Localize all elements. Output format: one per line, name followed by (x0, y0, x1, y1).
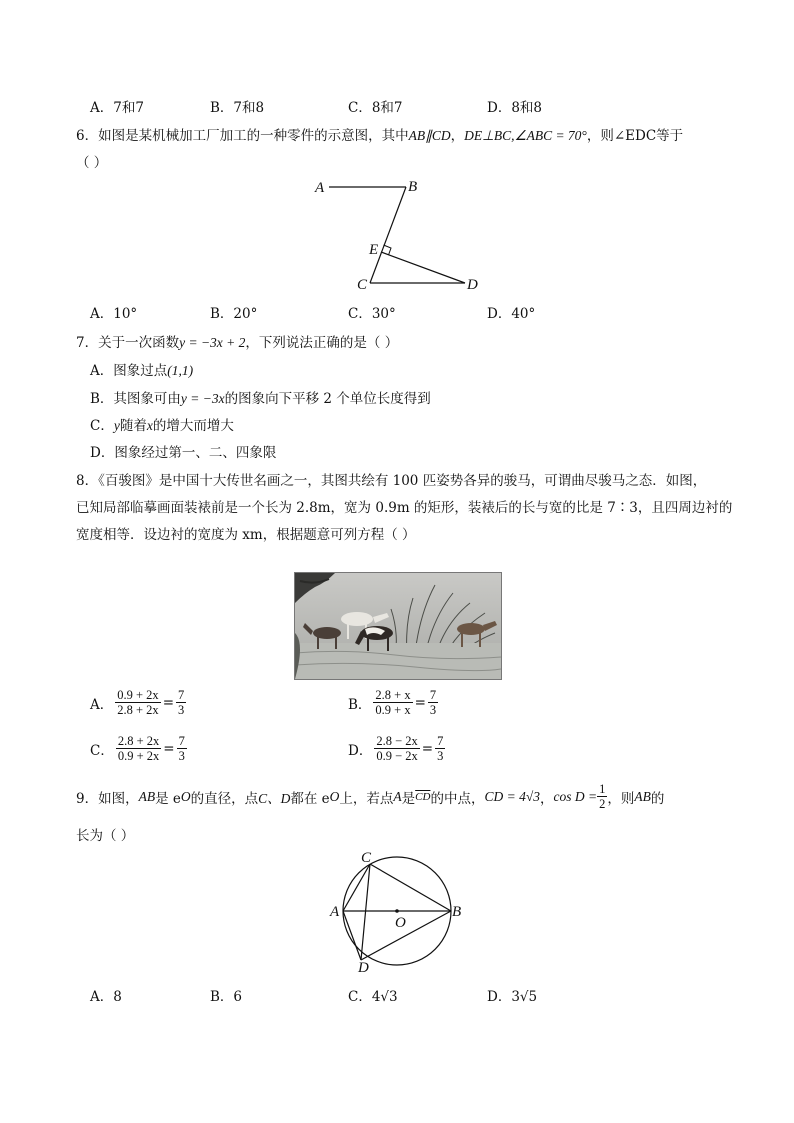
label-e: E (369, 242, 379, 258)
label-o: O (395, 915, 406, 931)
q9-option-c: C．4√3 (348, 989, 398, 1005)
q9-options (90, 985, 650, 1003)
q6-stem-tail: ，则∠EDC等于 (586, 128, 684, 144)
q6-options (90, 302, 650, 320)
rhs-numerator: 7 (178, 688, 185, 702)
q7-option-a-text: A．图象过点 (90, 363, 168, 379)
q8-option-d-lhs (374, 734, 419, 763)
segment-bc (370, 187, 406, 283)
q9-arc-cd: $\overline{CD}$ (415, 790, 431, 803)
q7-stem-text: 7．关于一次函数 (76, 335, 180, 351)
label-c: C (361, 850, 372, 866)
segment-ed (381, 252, 465, 283)
q7-option-c-tail: 的增大而增大 (152, 418, 234, 434)
q9-text-3: 的直径，点 (190, 790, 259, 807)
q8-option-c: C． $\frac{2.8 + 2x}{0.9 + 2x}$ = $\frac{7}{3}$ (90, 734, 185, 763)
q7-option-b-func: y = −3x (180, 391, 225, 406)
q8-option-d-rhs (435, 734, 445, 763)
q5-options (90, 96, 650, 114)
q8-option-a-label: A． (90, 696, 114, 713)
q5-option-d: D．8和8 (487, 100, 543, 116)
q6-option-d: D．40° (487, 306, 536, 322)
q5-option-b: B．7和8 (210, 100, 265, 116)
q8-option-b-lhs (373, 688, 412, 717)
label-b: B (408, 179, 418, 195)
q9-o-2: O (329, 788, 340, 804)
q9-text-8: ，则 (607, 790, 635, 807)
q7-option-a (90, 359, 193, 379)
q8-option-a: A． $\frac{0.9 + 2x}{2.8 + 2x}$ = $\frac{7}{3}$ (90, 688, 185, 717)
q8-option-b-rhs (428, 688, 438, 717)
q7-option-b-text: B．其图象可由 (90, 391, 181, 407)
chord-cb (370, 864, 451, 911)
lhs-denominator: 2.8 + 2x (117, 703, 159, 717)
q7-option-c-y: y (113, 418, 120, 433)
q8-option-d-label: D． (348, 742, 373, 759)
q9-o-1: O (180, 788, 191, 804)
q9-text-4: 都在 e (290, 790, 330, 807)
q9-cd-equation: CD = 4√3 (484, 788, 540, 804)
q6-perp-condition: DE⊥BC,∠ABC = 70° (464, 128, 587, 143)
q9-text-9: 的 (650, 790, 665, 807)
q7-option-d: D．图象经过第一、二、四象限 (90, 445, 277, 461)
q6-stem-text: 6．如图是某机械加工厂加工的一种零件的示意图，其中 (76, 128, 409, 144)
q9-option-a: A．8 (90, 989, 122, 1005)
q7-option-c-x: x (146, 418, 153, 433)
q9-stem (76, 782, 664, 811)
lhs-denominator: 0.9 − 2x (376, 749, 418, 763)
q7-stem (76, 331, 398, 351)
q8-option-a-lhs (115, 688, 160, 717)
cos-denominator: 2 (599, 797, 606, 811)
q8-line-3: 宽度相等．设边衬的宽度为 xm，根据题意可列方程（ ） (76, 527, 416, 543)
q9-cos-fraction (597, 782, 607, 811)
q6-option-c: C．30° (348, 306, 396, 322)
q5-option-a: A．7和7 (90, 100, 144, 116)
lhs-denominator: 0.9 + x (375, 703, 411, 717)
label-b: B (452, 904, 462, 920)
q9-point-a: A (393, 788, 402, 804)
q7-option-b-tail: 的图象向下平移 2 个单位长度得到 (224, 391, 431, 407)
q7-function: y = −3x + 2 (179, 335, 246, 350)
q9-ab: AB (138, 788, 156, 804)
label-a: A (315, 180, 325, 196)
q9-ab-2: AB (634, 788, 651, 804)
q8-option-c-rhs (177, 734, 187, 763)
label-d: D (467, 277, 478, 293)
q9-text-1: 9．如图， (76, 790, 139, 807)
q8-option-a-rhs (176, 688, 186, 717)
q8-line-2: 已知局部临摹画面装裱前是一个长为 2.8m，宽为 0.9m 的矩形，装裱后的长与宽的比是 7∶3，且四周边衬的 (76, 500, 733, 516)
q9-text-5: 上，若点 (339, 790, 394, 807)
q6-separator: ， (450, 128, 465, 144)
horse-painting-image (294, 572, 502, 680)
q9-option-b: B．6 (210, 989, 243, 1005)
q6-stem (76, 124, 683, 144)
q6-answer-paren: （ ） (76, 155, 108, 171)
lhs-numerator: 2.8 + 2x (117, 734, 160, 748)
q6-figure (305, 172, 495, 296)
chord-db (361, 911, 451, 960)
q7-stem-tail: ，下列说法正确的是（ ） (245, 335, 399, 351)
rhs-denominator: 3 (178, 703, 185, 717)
rhs-denominator: 3 (178, 749, 185, 763)
lhs-numerator: 2.8 + x (375, 688, 411, 702)
q9-text-2: 是 e (155, 790, 181, 807)
lhs-denominator: 0.9 + 2x (117, 749, 160, 763)
q9-figure (325, 848, 465, 974)
q9-text-6: 是 (401, 790, 416, 807)
q9-line-2: 长为（ ） (76, 828, 135, 844)
lhs-numerator: 0.9 + 2x (117, 688, 159, 702)
q9-option-d: D．3√5 (487, 989, 538, 1005)
chord-ad (343, 911, 361, 960)
rhs-numerator: 7 (429, 688, 437, 702)
q7-option-c-label: C． (90, 418, 114, 434)
q6-option-a: A．10° (90, 306, 138, 322)
q7-option-a-point: (1,1) (167, 363, 194, 378)
cos-numerator: 1 (599, 782, 606, 796)
rhs-denominator: 3 (429, 703, 437, 717)
q8-option-d: D． $\frac{2.8 - 2x}{0.9 - 2x}$ = $\frac{7}{3}$ (348, 734, 444, 763)
q7-option-b (90, 387, 431, 407)
q8-line-1: 8．《百骏图》是中国十大传世名画之一，其图共绘有 100 匹姿势各异的骏马，可谓曲尽骏马之态．如图， (76, 473, 707, 489)
label-a: A (330, 904, 340, 920)
rhs-numerator: 7 (178, 734, 185, 748)
label-c: C (357, 277, 368, 293)
q8-option-c-lhs (116, 734, 161, 763)
q7-option-c-text: 随着 (119, 418, 147, 434)
q9-cos-label: cos D = (553, 788, 598, 804)
q9-separator: ， (539, 790, 554, 807)
q6-option-b: B．20° (210, 306, 258, 322)
q6-parallel-condition: AB∥CD (408, 128, 451, 143)
label-d: D (358, 960, 369, 974)
q7-option-c (90, 414, 234, 434)
q8-option-b-label: B． (348, 696, 372, 713)
q5-option-c: C．8和7 (348, 100, 403, 116)
q8-option-b: B． $\frac{2.8 + x}{0.9 + x}$ = $\frac{7}{3}$ (348, 688, 437, 717)
q9-text-7: 的中点， (430, 790, 485, 807)
rhs-numerator: 7 (437, 734, 444, 748)
center-dot (395, 909, 399, 913)
q8-option-c-label: C． (90, 742, 114, 759)
rhs-denominator: 3 (437, 749, 444, 763)
q9-cd-points: C、D (258, 790, 291, 806)
lhs-numerator: 2.8 − 2x (376, 734, 418, 748)
